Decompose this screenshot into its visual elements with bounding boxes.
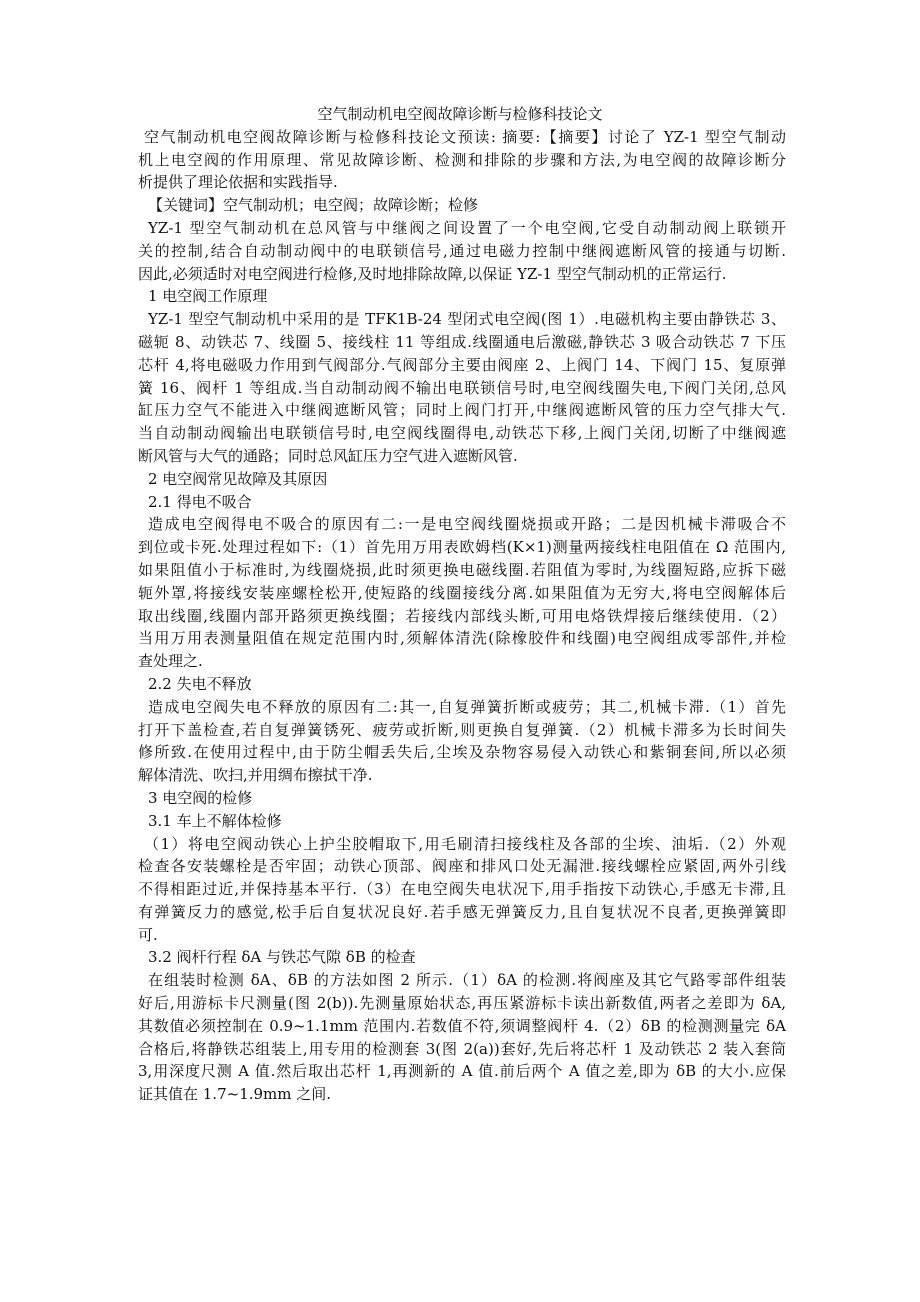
document-title: 空气制动机电空阀故障诊断与检修科技论文 bbox=[317, 105, 603, 123]
paragraph-line: 不得相距过近,并保持基本平行.（3）在电空阀失电状况下,用手指按下动铁心,手感无卡滞,且 bbox=[138, 880, 786, 899]
document-page bbox=[138, 103, 786, 1106]
paragraph-line: 当用万用表测量阻值在规定范围内时,须解体清洗(除橡胶件和线圈)电空阀组成零部件,并检 bbox=[138, 629, 786, 648]
paragraph-line: 打开下盖检查,若自复弹簧锈死、疲劳或折断,则更换自复弹簧.（2）机械卡滞多为长时间失 bbox=[138, 720, 786, 739]
paragraph-line: 缸压力空气不能进入中继阀遮断风管；同时上阀门打开,中继阀遮断风管的压力空气排大气. bbox=[138, 401, 786, 420]
paragraph-line: 检查各安装螺栓是否牢固；动铁心顶部、阀座和排风口处无漏泄.接线螺栓应紧固,两外引线 bbox=[138, 857, 786, 876]
paragraph-line: 2 电空阀常见故障及其原因 bbox=[148, 469, 328, 488]
paragraph-line: 3.2 阀杆行程 δA 与铁芯气隙 δB 的检查 bbox=[148, 948, 416, 967]
paragraph-line: 好后,用游标卡尺测量(图 2(b)).先测量原始状态,再压紧游标卡读出新数值,两者之差即为 δA, bbox=[138, 994, 786, 1013]
paragraph-line: 1 电空阀工作原理 bbox=[148, 287, 268, 306]
paragraph-line: 到位或卡死.处理过程如下:（1）首先用万用表欧姆档(K×1)测量两接线柱电阻值在 Ω 范围内, bbox=[138, 538, 786, 557]
paragraph-line: 可. bbox=[138, 925, 158, 944]
paragraph-line: 在组装时检测 δA、δB 的方法如图 2 所示.（1）δA 的检测.将阀座及其它气路零部件组装 bbox=[148, 971, 786, 990]
document-body bbox=[138, 126, 786, 1106]
paragraph-line: （1）将电空阀动铁心上护尘胶帽取下,用毛刷清扫接线柱及各部的尘埃、油垢.（2）外观 bbox=[144, 834, 786, 853]
paragraph-line: 断风管与大气的通路；同时总风缸压力空气进入遮断风管. bbox=[138, 446, 518, 465]
paragraph-line: 空气制动机电空阀故障诊断与检修科技论文预读: 摘要:【摘要】讨论了 YZ-1 型空气制动 bbox=[144, 127, 786, 146]
paragraph-line: 有弹簧反力的感觉,松手后自复状况良好.若手感无弹簧反力,且自复状况不良者,更换弹簧即 bbox=[138, 902, 786, 921]
paragraph-line: YZ-1 型空气制动机在总风管与中继阀之间设置了一个电空阀,它受自动制动阀上联锁开 bbox=[148, 218, 786, 237]
paragraph-line: 取出线圈,线圈内部开路须更换线圈；若接线内部线头断,可用电烙铁焊接后继续使用.（2） bbox=[138, 606, 786, 625]
paragraph-line: 3 电空阀的检修 bbox=[148, 788, 253, 807]
paragraph-line: 证其值在 1.7~1.9mm 之间. bbox=[138, 1085, 332, 1104]
paragraph-line: 簧 16、阀杆 1 等组成.当自动制动阀不输出电联锁信号时,电空阀线圈失电,下阀门关闭,总风 bbox=[138, 378, 786, 397]
paragraph-line: 磁轭 8、动铁芯 7、线圈 5、接线柱 11 等组成.线圈通电后激磁,静铁芯 3 吸合动铁芯 7 下压 bbox=[138, 332, 786, 351]
paragraph-line: 造成电空阀得电不吸合的原因有二:一是电空阀线圈烧损或开路；二是因机械卡滞吸合不 bbox=[148, 515, 786, 534]
paragraph-line: 轭外罩,将接线安装座螺栓松开,使短路的线圈接线分离.如果阻值为无穷大,将电空阀解体后 bbox=[138, 583, 786, 602]
paragraph-line: 如果阻值小于标准时,为线圈烧损,此时须更换电磁线圈.若阻值为零时,为线圈短路,应拆下磁 bbox=[138, 560, 786, 579]
paragraph-line: 机上电空阀的作用原理、常见故障诊断、检测和排除的步骤和方法,为电空阀的故障诊断分 bbox=[138, 150, 786, 169]
paragraph-line: 当自动制动阀输出电联锁信号时,电空阀线圈得电,动铁芯下移,上阀门关闭,切断了中继阀遮 bbox=[138, 424, 786, 443]
paragraph-line: 合格后,将静铁芯组装上,用专用的检测套 3(图 2(a))套好,先后将芯杆 1 及动铁芯 2 装入套筒 bbox=[138, 1039, 786, 1058]
paragraph-line: 查处理之. bbox=[138, 652, 203, 671]
paragraph-line: 解体清洗、吹扫,并用绸布擦拭干净. bbox=[138, 766, 373, 785]
paragraph-line: 其数值必须控制在 0.9~1.1mm 范围内.若数值不符,须调整阀杆 4.（2）δB 的检测测量完 δA bbox=[138, 1016, 786, 1035]
paragraph-line: 3,用深度尺测 A 值.然后取出芯杆 1,再测新的 A 值.前后两个 A 值之差,即为 δB 的大小.应保 bbox=[138, 1062, 786, 1081]
paragraph-line: 析提供了理论依据和实践指导. bbox=[138, 173, 338, 192]
paragraph-line: 关的控制,结合自动制动阀中的电联锁信号,通过电磁力控制中继阀遮断风管的接通与切断. bbox=[138, 241, 786, 260]
paragraph-line: 【关键词】空气制动机；电空阀；故障诊断；检修 bbox=[148, 196, 479, 215]
paragraph-line: 修所致.在使用过程中,由于防尘帽丢失后,尘埃及杂物容易侵入动铁心和紫铜套间,所以必须 bbox=[138, 743, 786, 762]
paragraph-line: 造成电空阀失电不释放的原因有二:其一,自复弹簧折断或疲劳；其二,机械卡滞.（1）首先 bbox=[148, 697, 786, 716]
paragraph-line: 2.2 失电不释放 bbox=[148, 674, 252, 693]
paragraph-line: YZ-1 型空气制动机中采用的是 TFK1B-24 型闭式电空阀(图 1）.电磁机构主要由静铁芯 3、 bbox=[148, 310, 786, 329]
paragraph-line: 3.1 车上不解体检修 bbox=[148, 811, 282, 830]
paragraph-line: 2.1 得电不吸合 bbox=[148, 492, 252, 511]
paragraph-line: 因此,必须适时对电空阀进行检修,及时地排除故障,以保证 YZ-1 型空气制动机的正常运行. bbox=[138, 264, 727, 283]
paragraph-line: 芯杆 4,将电磁吸力作用到气阀部分.气阀部分主要由阀座 2、上阀门 14、下阀门 15、复原弹 bbox=[138, 355, 786, 374]
